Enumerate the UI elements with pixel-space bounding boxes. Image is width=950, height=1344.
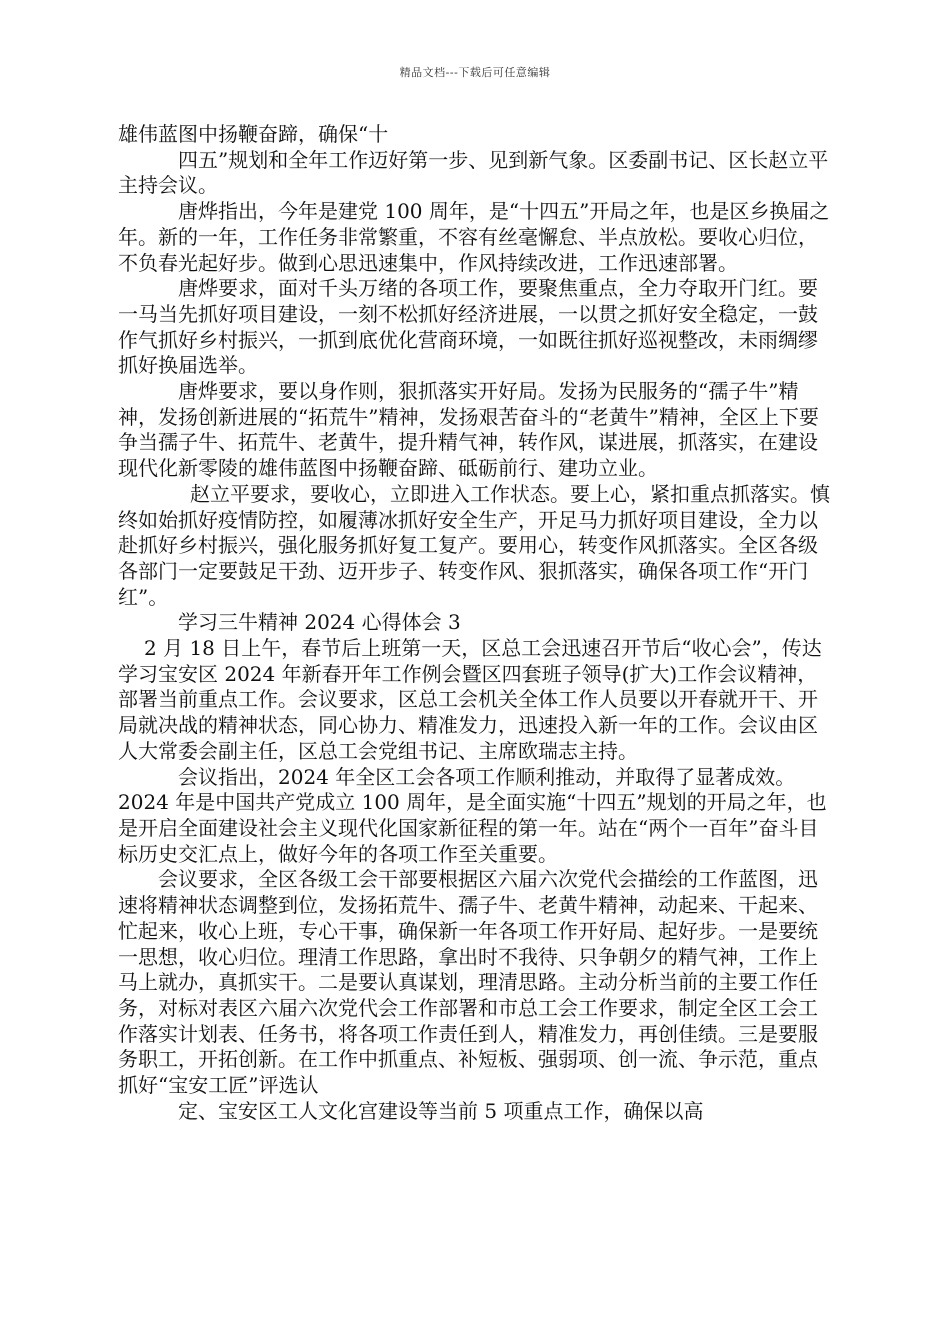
paragraph-1: 雄伟蓝图中扬鞭奋蹄，确保“十 <box>118 122 389 146</box>
page-header: 精品文档---下载后可任意编辑 <box>399 66 551 79</box>
paragraph-9: 会议要求，全区各级工会干部要根据区六届六次党代会描绘的工作蓝图，迅速将精神状态调整到位，发扬拓荒牛、孺子牛、老黄牛精神，动起来、干起来、忙起来，收心上班，专心干事，确保新一年各项工作开好局、起好步。一是要统一思想，收心归位。理清工作思路，拿出时不我待、只争朝夕的精气神，工作上马上就办，真抓实干。二是要认真谋划，理清思路。主动分析当前的主要工作任务，对标对表区六届六次党代会工作部署和市总工会工作要求，制定全区工会工作落实计划表、任务书，将各项工作责任到人，精准发力，再创佳绩。三是要服务职工，开拓创新。在工作中抓重点、补短板、强弱项、创一流、争示范，重点抓好“宝安工匠”评选认 <box>118 867 818 1098</box>
paragraph-2: 四五”规划和全年工作迈好第一步、见到新气象。区委副书记、区长赵立平主持会议。 <box>118 147 829 198</box>
paragraph-8: 会议指出，2024 年全区工会各项工作顺利推动，并取得了显著成效。2024 年是中国共产党成立 100 周年，是全面实施“十四五”规划的开局之年，也是开启全面建设社会主义现代化国家新征程的第一年。站在“两个一百年”奋斗目标历史交汇点上，做好今年的各项工作至关重要。 <box>118 764 827 866</box>
document-body <box>118 122 834 1124</box>
paragraph-4: 唐烨要求，面对千头万绪的各项工作，要聚焦重点，全力夺取开门红。要一马当先抓好项目建设，一刻不松抓好经济进展，一以贯之抓好安全稳定，一鼓作气抓好乡村振兴，一抓到底优化营商环境，一如既往抓好巡视整改，未雨绸缪抓好换届选举。 <box>118 276 818 378</box>
paragraph-3: 唐烨指出，今年是建党 100 周年，是“十四五”开局之年，也是区乡换届之年。新的一年，工作任务非常繁重，不容有丝毫懈怠、半点放松。要收心归位，不负春光起好步。做到心思迅速集中，作风持续改进，工作迅速部署。 <box>118 199 830 275</box>
paragraph-5: 唐烨要求，要以身作则，狠抓落实开好局。发扬为民服务的“孺子牛”精神，发扬创新进展的“拓荒牛”精神，发扬艰苦奋斗的“老黄牛”精神，全区上下要争当孺子牛、拓荒牛、老黄牛，提升精气神，转作风，谋进展，抓落实，在建设现代化新零陵的雄伟蓝图中扬鞭奋蹄、砥砺前行、建功立业。 <box>118 379 819 481</box>
section-title: 学习三牛精神 2024 心得体会 3 <box>178 610 461 635</box>
paragraph-6: 赵立平要求，要收心，立即进入工作状态。要上心，紧扣重点抓落实。慎终如始抓好疫情防控，如履薄冰抓好安全生产，开足马力抓好项目建设，全力以赴抓好乡村振兴，强化服务抓好复工复产。要用心，转变作风抓落实。全区各级各部门一定要鼓足干劲、迈开步子、转变作风、狠抓落实，确保各项工作“开门红”。 <box>118 481 830 609</box>
paragraph-7: 2 月 18 日上午，春节后上班第一天，区总工会迅速召开节后“收心会”，传达学习宝安区 2024 年新春开年工作例会暨区四套班子领导(扩大)工作会议精神，部署当前重点工作。会议要求，区总工会机关全体工作人员要以开春就开干、开局就决战的精神状态，同心协力、精准发力，迅速投入新一年的工作。会议由区人大常委会副主任，区总工会党组书记、主席欧瑞志主持。 <box>118 636 822 763</box>
paragraph-10: 定、宝安区工人文化宫建设等当前 5 项重点工作，确保以高 <box>178 1098 704 1123</box>
